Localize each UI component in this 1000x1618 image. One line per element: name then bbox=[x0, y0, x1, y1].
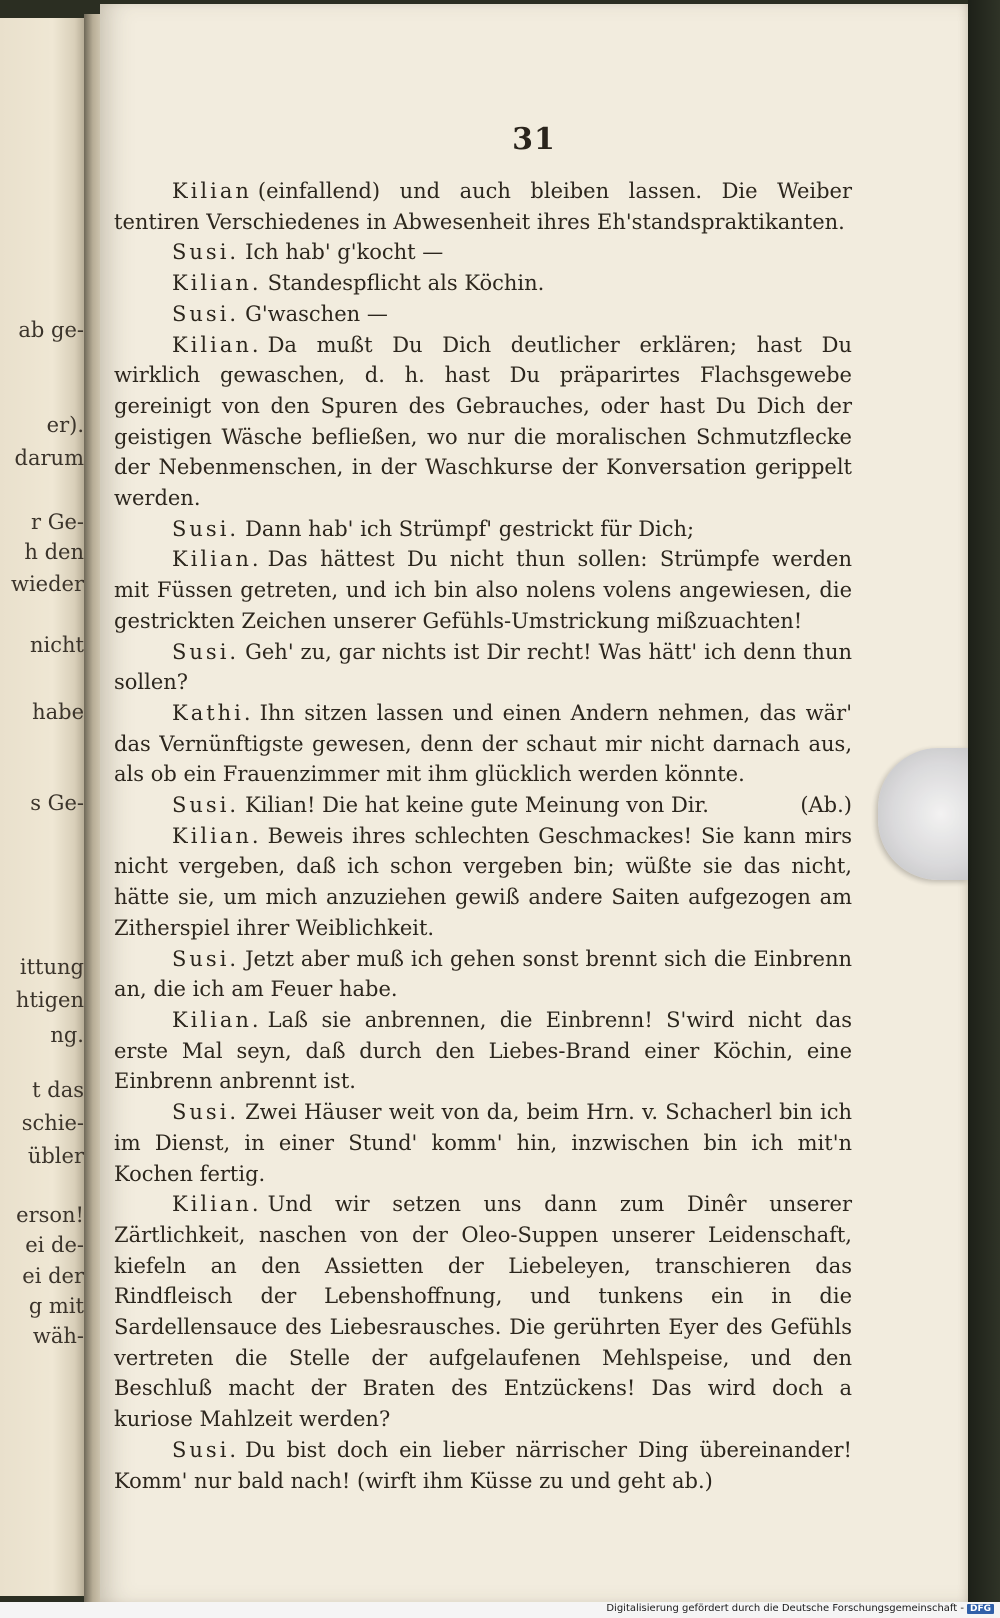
dialogue-paragraph bbox=[114, 637, 852, 698]
dialogue-paragraph bbox=[114, 268, 852, 299]
dialogue-paragraph bbox=[114, 514, 852, 545]
left-page-fragment: ng. bbox=[50, 1023, 84, 1047]
credit-text: Digitalisierung gefördert durch die Deutsche Forschungsgemeinschaft - bbox=[606, 1603, 964, 1614]
dialogue-line: Und wir setzen uns dann zum Dinêr unserer Zärtlichkeit, naschen von der Oleo-Suppen unserer Leidenschaft, kiefeln an den Assietten der Liebeleyen, transchieren das Rindfleisch der Lebenshoffnung, und tunkens ein in die Sardellensauce des Liebesrausches. Die gerührten Eyer des Gefühls vertreten die Stelle der aufgelaufenen Mehlspeise, und den Beschluß macht der Braten des Entzückens! Das wird doch a kuriose Mahlzeit werden? bbox=[114, 1192, 852, 1432]
dialogue-line: Ihn sitzen lassen und einen Andern nehmen, das wär' das Vernünftigste gewesen, denn der schaut mir nicht darnach aus, als ob ein Frauenzimmer mit ihm glücklich werden könnte. bbox=[114, 700, 852, 787]
stage-direction-exit: (Ab.) bbox=[800, 793, 852, 818]
left-page-fragment: erson! bbox=[16, 1203, 84, 1227]
left-page-fragment: ittung bbox=[19, 955, 84, 979]
left-page-fragment: t das bbox=[32, 1078, 84, 1102]
left-page-fragment: darum bbox=[14, 446, 84, 470]
speaker-name: Kilian bbox=[172, 179, 252, 203]
left-page-fragment: htigen bbox=[15, 988, 84, 1012]
dialogue-paragraph bbox=[114, 299, 852, 330]
speaker-name: Kilian. bbox=[172, 1192, 262, 1217]
dialogue-line: Das hättest Du nicht thun sollen: Strümpfe werden mit Füssen getreten, und ich bin also nolens volens angewiesen, die gestrickten Zeichen unserer Gefühls-Umstrickung mißzuachten! bbox=[114, 547, 852, 633]
speaker-name: Susi. bbox=[172, 301, 240, 326]
left-page-fragment: r Ge- bbox=[30, 510, 84, 534]
dialogue-line: Da mußt Du Dich deutlicher erklären; hast Du wirklich gewaschen, d. h. hast Du präparirtes Flachsgewebe gereinigt von den Spuren des Gebrauches, oder hast Du Dich der geistigen Wäsche befließen, wo nur die moralischen Schmutzflecke der Nebenmenschen, in der Waschkurse der Konversation gerippelt werden. bbox=[114, 332, 852, 511]
left-page-fragment: er). bbox=[46, 413, 84, 437]
dialogue-paragraph bbox=[114, 1189, 852, 1435]
dialogue-paragraph bbox=[114, 944, 852, 1005]
dialogue-line: Laß sie anbrennen, die Einbrenn! S'wird nicht das erste Mal seyn, daß durch den Liebes-Brand einer Köchin, eine Einbrenn anbrennt ist. bbox=[114, 1007, 852, 1094]
main-page bbox=[100, 4, 968, 1602]
dialogue-paragraph bbox=[114, 1097, 852, 1189]
dialogue-line: Geh' zu, gar nichts ist Dir recht! Was hätt' ich denn thun sollen? bbox=[114, 639, 852, 695]
left-page-fragment: wäh- bbox=[32, 1324, 84, 1348]
speaker-name: Kilian. bbox=[172, 547, 262, 572]
dialogue-paragraph bbox=[114, 330, 852, 514]
dialogue-paragraph bbox=[114, 1005, 852, 1097]
speaker-name: Susi. bbox=[172, 1437, 240, 1462]
speaker-name: Kathi. bbox=[172, 700, 254, 725]
speaker-name: Susi. bbox=[172, 793, 240, 818]
left-page-fragment: wieder bbox=[10, 572, 84, 596]
dialogue-line: Zwei Häuser weit von da, beim Hrn. v. Schacherl bin ich im Dienst, in einer Stund' komm' hin, inzwischen bin ich mit'n Kochen fertig. bbox=[114, 1100, 852, 1186]
dialogue-text bbox=[114, 176, 852, 1496]
dialogue-line: Beweis ihres schlechten Geschmackes! Sie kann mirs nicht vergeben, daß ich schon vergeben bin; wüßte sie das nicht, hätte sie, um mich anzuziehen gewiß andere Saiten aufgezogen am Zitherspiel ihrer Weiblichkeit. bbox=[114, 823, 852, 940]
left-page-fragment: ei de- bbox=[25, 1233, 84, 1257]
dialogue-paragraph bbox=[114, 1435, 852, 1496]
left-page-fragment: habe bbox=[32, 700, 84, 724]
speaker-name: Susi. bbox=[172, 240, 240, 265]
left-page-fragment: ab ge- bbox=[18, 318, 84, 342]
dialogue-paragraph bbox=[114, 790, 852, 821]
speaker-name: Kilian. bbox=[172, 332, 262, 357]
left-page-fragment: g mit bbox=[28, 1294, 84, 1318]
right-book-edge bbox=[968, 0, 1000, 1618]
left-facing-page bbox=[0, 18, 88, 1596]
dialogue-line: Du bist doch ein lieber närrischer Ding übereinander! Komm' nur bald nach! (wirft ihm Küsse zu und geht ab.) bbox=[114, 1437, 852, 1493]
speaker-name: Susi. bbox=[172, 1100, 240, 1125]
dialogue-line: Jetzt aber muß ich gehen sonst brennt sich die Einbrenn an, die ich am Feuer habe. bbox=[114, 946, 852, 1002]
dialogue-line: Kilian! Die hat keine gute Meinung von Dir. bbox=[245, 793, 709, 818]
left-page-fragment: h den bbox=[24, 540, 84, 564]
dialogue-line: Dann hab' ich Strümpf' gestrickt für Dich; bbox=[245, 516, 695, 541]
dialogue-line: Ich hab' g'kocht — bbox=[245, 240, 444, 265]
page-number: 31 bbox=[512, 122, 556, 157]
dialogue-paragraph bbox=[114, 544, 852, 636]
left-page-fragment: übler bbox=[27, 1144, 84, 1168]
digitization-credit bbox=[606, 1603, 994, 1614]
speaker-name: Kilian. bbox=[172, 271, 262, 296]
dialogue-line: (einfallend) und auch bleiben lassen. Die Weiber tentiren Verschiedenes in Abwesenheit ihres Eh'standspraktikanten. bbox=[114, 179, 852, 234]
left-page-fragment: s Ge- bbox=[30, 791, 84, 815]
speaker-name: Susi. bbox=[172, 639, 240, 664]
speaker-name: Kilian. bbox=[172, 823, 262, 848]
dialogue-paragraph bbox=[114, 821, 852, 944]
dfg-logo: DFG bbox=[967, 1604, 994, 1614]
speaker-name: Kilian. bbox=[172, 1007, 262, 1032]
speaker-name: Susi. bbox=[172, 946, 240, 971]
speaker-name: Susi. bbox=[172, 516, 240, 541]
left-page-fragment: schie- bbox=[21, 1111, 84, 1135]
dialogue-line: G'waschen — bbox=[245, 301, 388, 326]
dialogue-paragraph bbox=[114, 237, 852, 268]
left-page-fragment: ei der bbox=[22, 1264, 84, 1288]
dialogue-paragraph bbox=[114, 176, 852, 237]
dialogue-line: Standespflicht als Köchin. bbox=[267, 271, 545, 296]
left-page-fragment: nicht bbox=[30, 633, 84, 657]
